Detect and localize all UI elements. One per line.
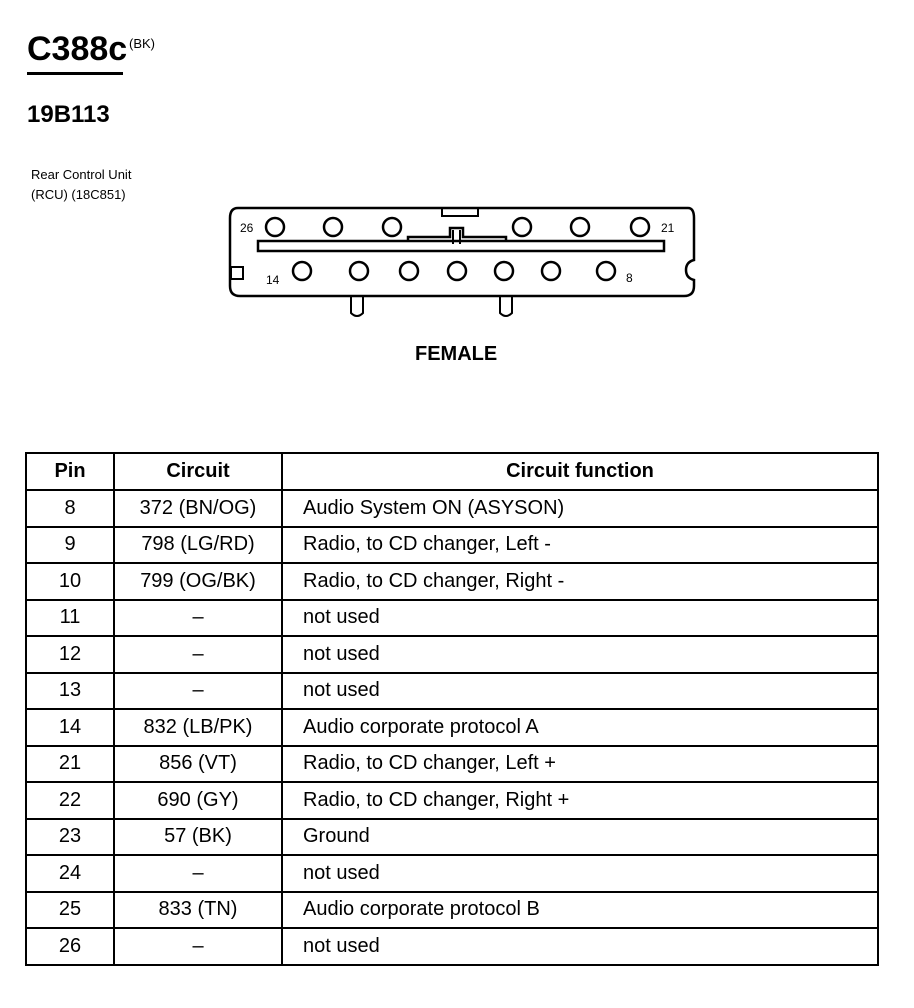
cell-pin: 21 bbox=[26, 746, 114, 783]
cell-pin: 8 bbox=[26, 490, 114, 527]
pin-cavity bbox=[324, 218, 342, 236]
cell-circuit: 57 (BK) bbox=[114, 819, 282, 856]
cell-circuit: – bbox=[114, 928, 282, 965]
polarization-square bbox=[231, 267, 243, 279]
cell-pin: 14 bbox=[26, 709, 114, 746]
table-row bbox=[26, 527, 878, 564]
pin-cavity bbox=[266, 218, 284, 236]
cell-function: Audio System ON (ASYSON) bbox=[282, 490, 878, 527]
table-row bbox=[26, 782, 878, 819]
pin-cavity bbox=[597, 262, 615, 280]
mounting-post-right bbox=[500, 296, 512, 316]
cell-function: Radio, to CD changer, Left + bbox=[282, 746, 878, 783]
table-row bbox=[26, 928, 878, 965]
table-row bbox=[26, 673, 878, 710]
cell-function: Ground bbox=[282, 819, 878, 856]
cell-function: not used bbox=[282, 855, 878, 892]
component-part-number: (RCU) (18C851) bbox=[31, 187, 126, 202]
cell-circuit: 833 (TN) bbox=[114, 892, 282, 929]
view-label: FEMALE bbox=[415, 343, 498, 365]
cell-pin: 25 bbox=[26, 892, 114, 929]
pin-cavity bbox=[400, 262, 418, 280]
cell-function: Audio corporate protocol B bbox=[282, 892, 878, 929]
cell-function: Radio, to CD changer, Right - bbox=[282, 563, 878, 600]
table-row bbox=[26, 600, 878, 637]
header-pin: Pin bbox=[26, 453, 114, 490]
table-header-row bbox=[26, 453, 878, 490]
cell-function: not used bbox=[282, 673, 878, 710]
cell-circuit: – bbox=[114, 673, 282, 710]
pin-cavity bbox=[542, 262, 560, 280]
cell-circuit: 799 (OG/BK) bbox=[114, 563, 282, 600]
cell-function: not used bbox=[282, 600, 878, 637]
cell-circuit: 690 (GY) bbox=[114, 782, 282, 819]
title-underline bbox=[27, 72, 123, 75]
table-row bbox=[26, 490, 878, 527]
connector-face-diagram bbox=[220, 200, 700, 320]
pin-cavity bbox=[293, 262, 311, 280]
pin-label-14: 14 bbox=[266, 273, 280, 287]
table-row bbox=[26, 563, 878, 600]
cell-function: not used bbox=[282, 928, 878, 965]
table-row bbox=[26, 709, 878, 746]
header-circuit-function: Circuit function bbox=[282, 453, 878, 490]
cell-pin: 13 bbox=[26, 673, 114, 710]
cell-pin: 10 bbox=[26, 563, 114, 600]
cell-circuit: – bbox=[114, 636, 282, 673]
cell-pin: 12 bbox=[26, 636, 114, 673]
table-row bbox=[26, 819, 878, 856]
mounting-post-left bbox=[351, 296, 363, 316]
pin-cavity bbox=[631, 218, 649, 236]
cell-circuit: 372 (BN/OG) bbox=[114, 490, 282, 527]
table-row bbox=[26, 636, 878, 673]
cell-circuit: 832 (LB/PK) bbox=[114, 709, 282, 746]
cell-pin: 9 bbox=[26, 527, 114, 564]
table-row bbox=[26, 746, 878, 783]
pin-cavity bbox=[495, 262, 513, 280]
part-number: 19B113 bbox=[27, 101, 110, 128]
connector-id: C388c bbox=[27, 30, 128, 68]
header-circuit: Circuit bbox=[114, 453, 282, 490]
cell-pin: 24 bbox=[26, 855, 114, 892]
cell-pin: 26 bbox=[26, 928, 114, 965]
pin-cavity bbox=[513, 218, 531, 236]
cell-pin: 11 bbox=[26, 600, 114, 637]
pinout-table bbox=[25, 452, 879, 966]
table-row bbox=[26, 892, 878, 929]
center-key bbox=[408, 228, 506, 241]
cell-circuit: 856 (VT) bbox=[114, 746, 282, 783]
cell-pin: 22 bbox=[26, 782, 114, 819]
cell-circuit: – bbox=[114, 855, 282, 892]
pin-label-26: 26 bbox=[240, 221, 254, 235]
pin-cavity bbox=[448, 262, 466, 280]
cell-function: Radio, to CD changer, Left - bbox=[282, 527, 878, 564]
cell-pin: 23 bbox=[26, 819, 114, 856]
cell-circuit: 798 (LG/RD) bbox=[114, 527, 282, 564]
cell-function: Audio corporate protocol A bbox=[282, 709, 878, 746]
table-row bbox=[26, 855, 878, 892]
connector-color: (BK) bbox=[129, 36, 155, 51]
component-name: Rear Control Unit bbox=[31, 167, 132, 182]
pin-cavity bbox=[571, 218, 589, 236]
cell-circuit: – bbox=[114, 600, 282, 637]
cell-function: Radio, to CD changer, Right + bbox=[282, 782, 878, 819]
pin-cavity bbox=[350, 262, 368, 280]
pin-label-21: 21 bbox=[661, 221, 675, 235]
cell-function: not used bbox=[282, 636, 878, 673]
pin-label-8: 8 bbox=[626, 271, 633, 285]
pin-cavity bbox=[383, 218, 401, 236]
